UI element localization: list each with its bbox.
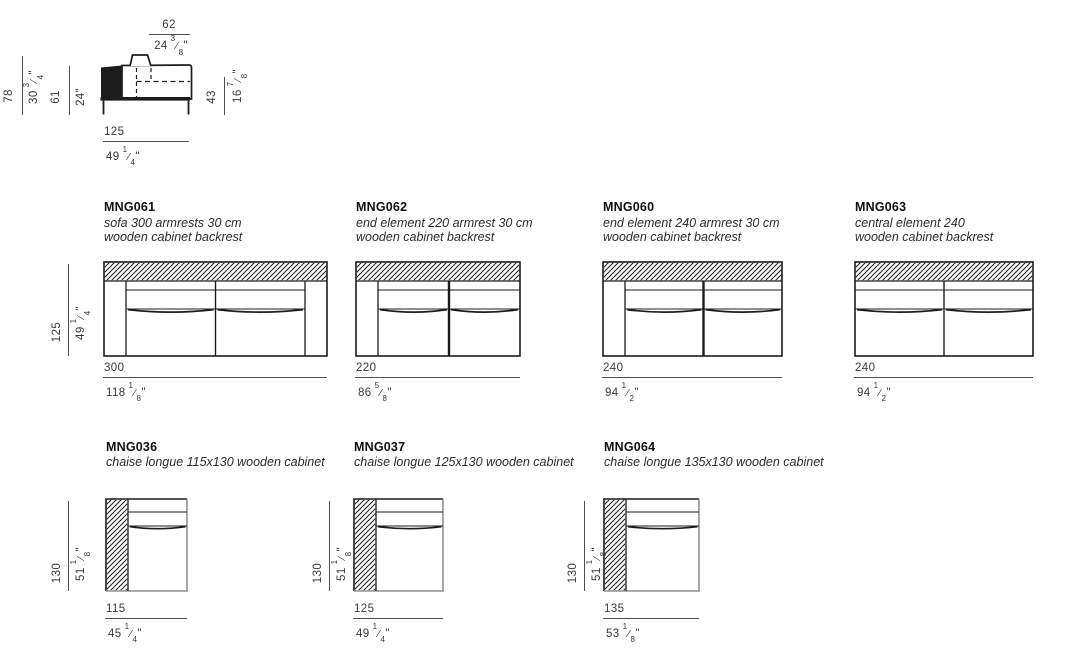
inch-mark: " (135, 150, 140, 163)
inch-mark: " (387, 386, 392, 399)
inch-mark: " (141, 386, 146, 399)
inch-fraction: $^1⁄_2$ (621, 381, 635, 404)
inch-whole: 51 (336, 567, 348, 581)
depth-cm: 125 (51, 321, 63, 343)
width-cm: 300 (104, 362, 125, 374)
width-inches (606, 622, 640, 645)
inch-fraction: $^1⁄_8$ (622, 622, 636, 645)
inch-mark: " (635, 627, 640, 640)
inch-whole: 24 (75, 92, 87, 107)
wooden-cabinet-hatch (107, 500, 127, 590)
dimension-cm-top-width: 62 (162, 19, 176, 31)
width-dimension-line (105, 618, 187, 619)
product-code: MNG060 (603, 200, 655, 214)
inch-whole: 53 (606, 627, 620, 640)
inch-fraction: $^1⁄_4$ (372, 622, 386, 645)
product-description-line: chaise longue 125x130 wooden cabinet (354, 455, 574, 469)
product-description-line: wooden cabinet backrest (356, 229, 495, 244)
depth-inches (69, 522, 92, 606)
inch-whole: 51 (75, 567, 87, 581)
depth-cm: 130 (567, 562, 579, 584)
depth-inches (585, 522, 608, 606)
width-dimension-line (103, 377, 327, 378)
product-description-line: wooden cabinet backrest (603, 229, 742, 244)
width-cm: 240 (603, 362, 624, 374)
inch-mark: " (28, 70, 40, 75)
inch-mark: " (75, 547, 87, 552)
width-cm: 240 (855, 362, 876, 374)
product-code: MNG037 (354, 440, 406, 454)
inch-mark: " (75, 306, 87, 311)
inch-mark: " (591, 547, 603, 552)
width-inches (106, 381, 146, 404)
inch-mark: " (75, 87, 87, 93)
inch-whole: 49 (75, 326, 87, 340)
top-view-drawing-MNG060 (601, 260, 784, 358)
inch-fraction: $^1⁄_4$ (69, 310, 92, 324)
inch-fraction: $^5⁄_8$ (374, 381, 388, 404)
width-dimension-line (854, 377, 1033, 378)
inch-fraction: $^3⁄_4$ (22, 74, 45, 88)
inch-mark: " (183, 40, 188, 52)
product-code: MNG064 (604, 440, 656, 454)
depth-cm: 130 (51, 562, 63, 584)
product-code: MNG061 (104, 200, 156, 214)
top-view-drawing-MNG062 (354, 260, 522, 358)
width-inches (356, 622, 390, 645)
width-dimension-line (603, 618, 699, 619)
inch-whole: 24 (154, 40, 168, 52)
depth-dimension-line (68, 264, 69, 356)
width-inches (605, 381, 639, 404)
width-inches (108, 622, 142, 645)
inch-whole: 16 (232, 89, 244, 103)
product-description-line: chaise longue 135x130 wooden cabinet (604, 455, 824, 469)
depth-dimension-line (584, 501, 585, 591)
inch-fraction: $^3⁄_8$ (170, 34, 184, 57)
width-inches (857, 381, 891, 404)
inch-whole: 118 (106, 386, 126, 399)
inch-fraction: $^1⁄_4$ (122, 145, 136, 168)
width-dimension-line (353, 618, 443, 619)
inch-whole: 94 (857, 386, 871, 399)
width-cm: 135 (604, 603, 625, 615)
inch-whole: 51 (591, 567, 603, 581)
wooden-backrest-hatch (357, 263, 519, 280)
product-description-line: end element 220 armrest 30 cm (356, 216, 533, 230)
top-view-drawing-MNG063 (853, 260, 1035, 358)
dimension-cm-depth: 125 (104, 126, 125, 138)
width-inches (358, 381, 392, 404)
wooden-backrest-hatch (604, 263, 781, 280)
inch-fraction: $^1⁄_8$ (69, 551, 92, 565)
inch-fraction: $^1⁄_4$ (124, 622, 138, 645)
wooden-backrest-hatch (856, 263, 1032, 280)
product-code: MNG036 (106, 440, 158, 454)
inch-mark: " (137, 627, 142, 640)
depth-cm: 130 (312, 562, 324, 584)
width-cm: 125 (354, 603, 375, 615)
top-view-drawing-MNG037 (352, 497, 445, 593)
dimension-cm-backrest-height: 61 (50, 90, 62, 104)
inch-mark: " (886, 386, 891, 399)
dimension-cm-seat-height: 43 (206, 90, 218, 104)
inch-fraction: $^1⁄_2$ (873, 381, 887, 404)
depth-inches (330, 522, 353, 606)
width-cm: 220 (356, 362, 377, 374)
product-description-line: central element 240 (855, 216, 965, 230)
top-view-drawing-MNG061 (102, 260, 329, 358)
inch-fraction: $^1⁄_8$ (330, 551, 353, 565)
inch-fraction: $^1⁄_8$ (585, 551, 608, 565)
product-code: MNG062 (356, 200, 408, 214)
product-description-line: end element 240 armrest 30 cm (603, 216, 780, 230)
inch-whole: 86 (358, 386, 372, 399)
product-code: MNG063 (855, 200, 907, 214)
inch-whole: 45 (108, 627, 122, 640)
width-dimension-line (355, 377, 520, 378)
inch-fraction: $^1⁄_8$ (128, 381, 142, 404)
depth-dimension-line (329, 501, 330, 591)
depth-inches (69, 281, 92, 365)
top-view-drawing-MNG064 (602, 497, 701, 593)
dimension-cm-total-height: 78 (3, 89, 15, 103)
top-view-drawing-MNG036 (104, 497, 189, 593)
inch-whole: 49 (106, 150, 120, 163)
inch-whole: 49 (356, 627, 370, 640)
product-description-line: chaise longue 115x130 wooden cabinet (106, 455, 325, 469)
inch-mark: " (385, 627, 390, 640)
inch-whole: 30 (28, 90, 40, 104)
inch-fraction: $^7⁄_8$ (226, 73, 249, 87)
inch-mark: " (634, 386, 639, 399)
inch-mark: " (232, 69, 244, 74)
wooden-cabinet-hatch (355, 500, 375, 590)
product-description-line: sofa 300 armrests 30 cm (104, 216, 242, 230)
wooden-cabinet-hatch (605, 500, 625, 590)
width-dimension-line (602, 377, 782, 378)
inch-mark: " (336, 547, 348, 552)
depth-dimension-line (68, 501, 69, 591)
inch-whole: 94 (605, 386, 619, 399)
wooden-backrest-hatch (105, 263, 326, 280)
product-description-line: wooden cabinet backrest (855, 229, 994, 244)
width-cm: 115 (106, 603, 126, 615)
product-description-line: wooden cabinet backrest (104, 229, 243, 244)
